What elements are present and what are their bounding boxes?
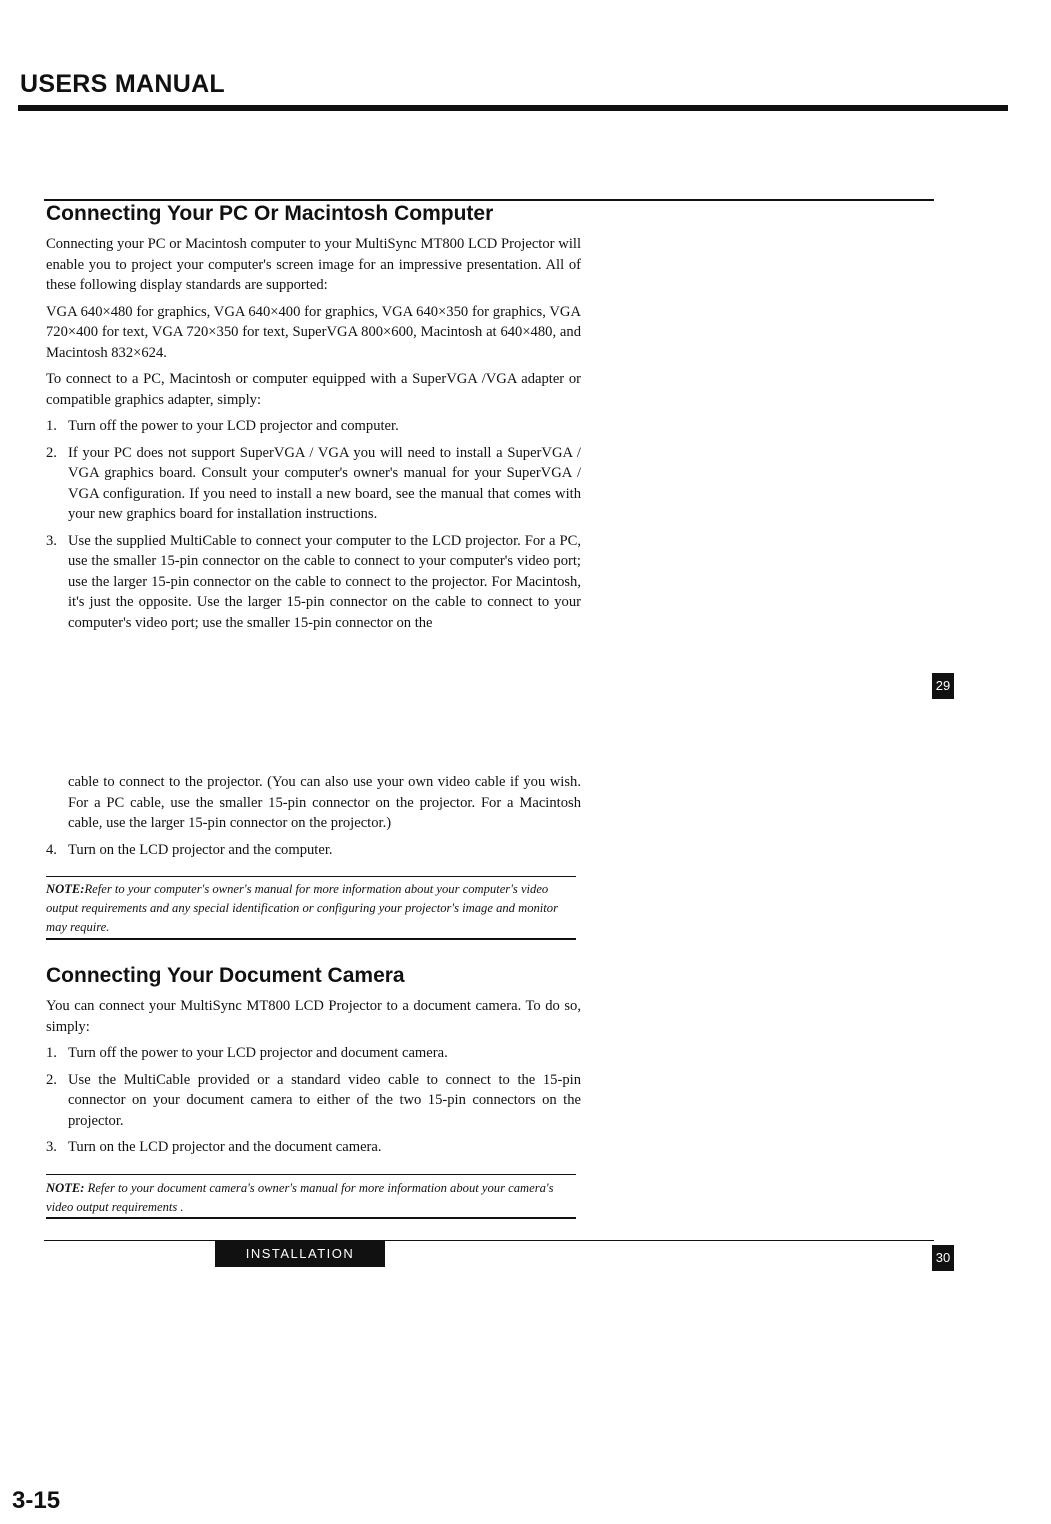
list-item [46,531,581,634]
manual-title: USERS MANUAL [20,70,225,98]
list-item [46,1137,581,1158]
standards-paragraph: VGA 640×480 for graphics, VGA 640×400 for graphics, VGA 640×350 for graphics, VGA 720×400 for text, VGA 720×350 for text, SuperVGA 800×600, Macintosh at 640×480, and Macintosh 832×624. [46,303,581,361]
steps-list-pc-continued [46,772,581,860]
steps-list-pc [46,416,581,633]
list-item [46,1070,581,1132]
section-pc-body [46,234,581,639]
step-text: If your PC does not support SuperVGA / VGA you will need to install a SuperVGA / VGA graphics board. Consult your computer's owner's manual for your SuperVGA / VGA configuration. If you need to install a new board, see the manual that comes with your new graphics board for installation instructions. [68,444,581,522]
page-number: 3-15 [12,1487,61,1514]
note-rule-bottom [46,1217,576,1219]
lead-paragraph: To connect to a PC, Macintosh or computer equipped with a SuperVGA /VGA adapter or compatible graphics adapter, simply: [46,371,581,408]
intro-paragraph: Connecting your PC or Macintosh computer to your MultiSync MT800 LCD Projector will enable you to project your computer's screen image for an impressive presentation. All of these following display standards are supported: [46,236,581,293]
note-rule-top [46,1174,576,1175]
step-number: 2. [46,1071,57,1088]
list-item [46,1043,581,1064]
section-heading-pc: Connecting Your PC Or Macintosh Computer [46,202,494,225]
footer-section-tab: INSTALLATION [215,1241,385,1267]
steps-list-camera [46,1043,581,1158]
step-number: 3. [46,532,57,549]
step-text: cable to connect to the projector. (You can also use your own video cable if you wish. For a PC cable, use the smaller 15-pin connector on the projector. For a Macintosh cable, use the larger 15-pin connector on the projector.) [68,774,581,831]
list-item [46,443,581,525]
section-pc-continued [46,772,581,866]
footer-rule [44,1240,934,1241]
step-text: Use the supplied MultiCable to connect your computer to the LCD projector. For a PC, use the smaller 15-pin connector on the cable to connect to your computer's video port; use the larger 15-pin connector on the cable to connect to the projector. For Macintosh, it's just the opposite. Use the larger 15-pin connector on the cable to connect to your computer's video port; use the smaller 15-pin connector on the [68,532,581,631]
step-text: Turn off the power to your LCD projector and document camera. [68,1045,448,1061]
note-rule-bottom [46,938,576,940]
step-text: Turn on the LCD projector and the computer. [68,841,333,858]
step-number: 1. [46,418,57,434]
section-camera-body [46,996,581,1164]
header-rule [18,105,1008,111]
note-label: NOTE: [46,882,85,896]
step-number: 4. [46,841,57,858]
note-camera [46,1179,576,1217]
section-rule-top [44,199,934,201]
note-text: Refer to your computer's owner's manual for more information about your computer's video output requirements and any special identification or configuring your projector's image and monitor may require. [46,882,558,934]
list-item [46,772,581,834]
note-rule-top [46,876,576,877]
step-text: Use the MultiCable provided or a standard video cable to connect to the 15-pin connector on your document camera to either of the two 15-pin connectors on the projector. [68,1071,581,1129]
intro-paragraph: You can connect your MultiSync MT800 LCD Projector to a document camera. To do so, simply: [46,998,581,1035]
step-text: Turn off the power to your LCD projector and computer. [68,418,399,434]
list-item [46,840,581,861]
note-pc [46,880,576,937]
step-number: 1. [46,1045,57,1061]
page-marker-top: 29 [932,673,954,699]
step-number: 3. [46,1139,57,1155]
step-text: Turn on the LCD projector and the document camera. [68,1139,382,1155]
step-number: 2. [46,444,57,461]
note-text: Refer to your document camera's owner's manual for more information about your camera's video output requirements . [46,1181,554,1214]
section-heading-camera: Connecting Your Document Camera [46,964,405,987]
note-label: NOTE: [46,1181,85,1195]
page-marker-bottom: 30 [932,1245,954,1271]
list-item [46,416,581,437]
